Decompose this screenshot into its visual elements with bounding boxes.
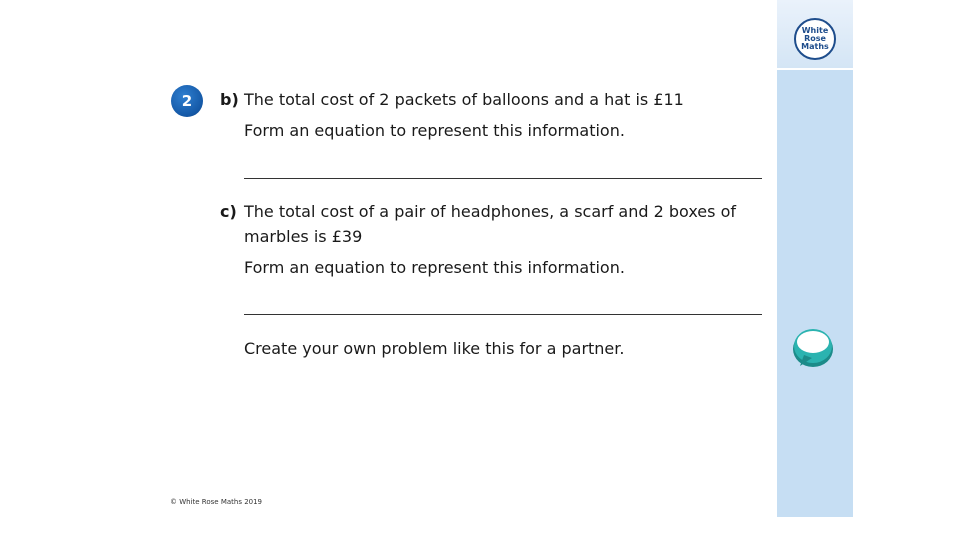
part-c-label: c): [220, 202, 237, 221]
speech-bubble-icon[interactable]: [790, 325, 836, 371]
part-b-statement: The total cost of 2 packets of balloons and a hat is £11: [244, 90, 684, 109]
part-c-statement-line-2: marbles is £39: [244, 227, 363, 246]
part-b-instruction: Form an equation to represent this information.: [244, 121, 625, 140]
logo-line-1: White: [801, 26, 829, 35]
part-b-label: b): [220, 90, 239, 109]
extension-prompt: Create your own problem like this for a partner.: [244, 339, 625, 358]
part-c-statement-line-1: The total cost of a pair of headphones, a scarf and 2 boxes of: [244, 202, 736, 221]
part-b-answer-line[interactable]: [244, 178, 762, 179]
part-c-instruction: Form an equation to represent this information.: [244, 258, 625, 277]
white-rose-maths-logo: [794, 18, 836, 60]
logo-line-2: Rose: [804, 34, 826, 43]
copyright-notice: © White Rose Maths 2019: [170, 498, 263, 506]
part-c-answer-line[interactable]: [244, 314, 762, 315]
side-panel: [777, 0, 853, 517]
logo-line-3: Maths: [801, 42, 829, 51]
question-number-badge: 2: [171, 85, 203, 117]
